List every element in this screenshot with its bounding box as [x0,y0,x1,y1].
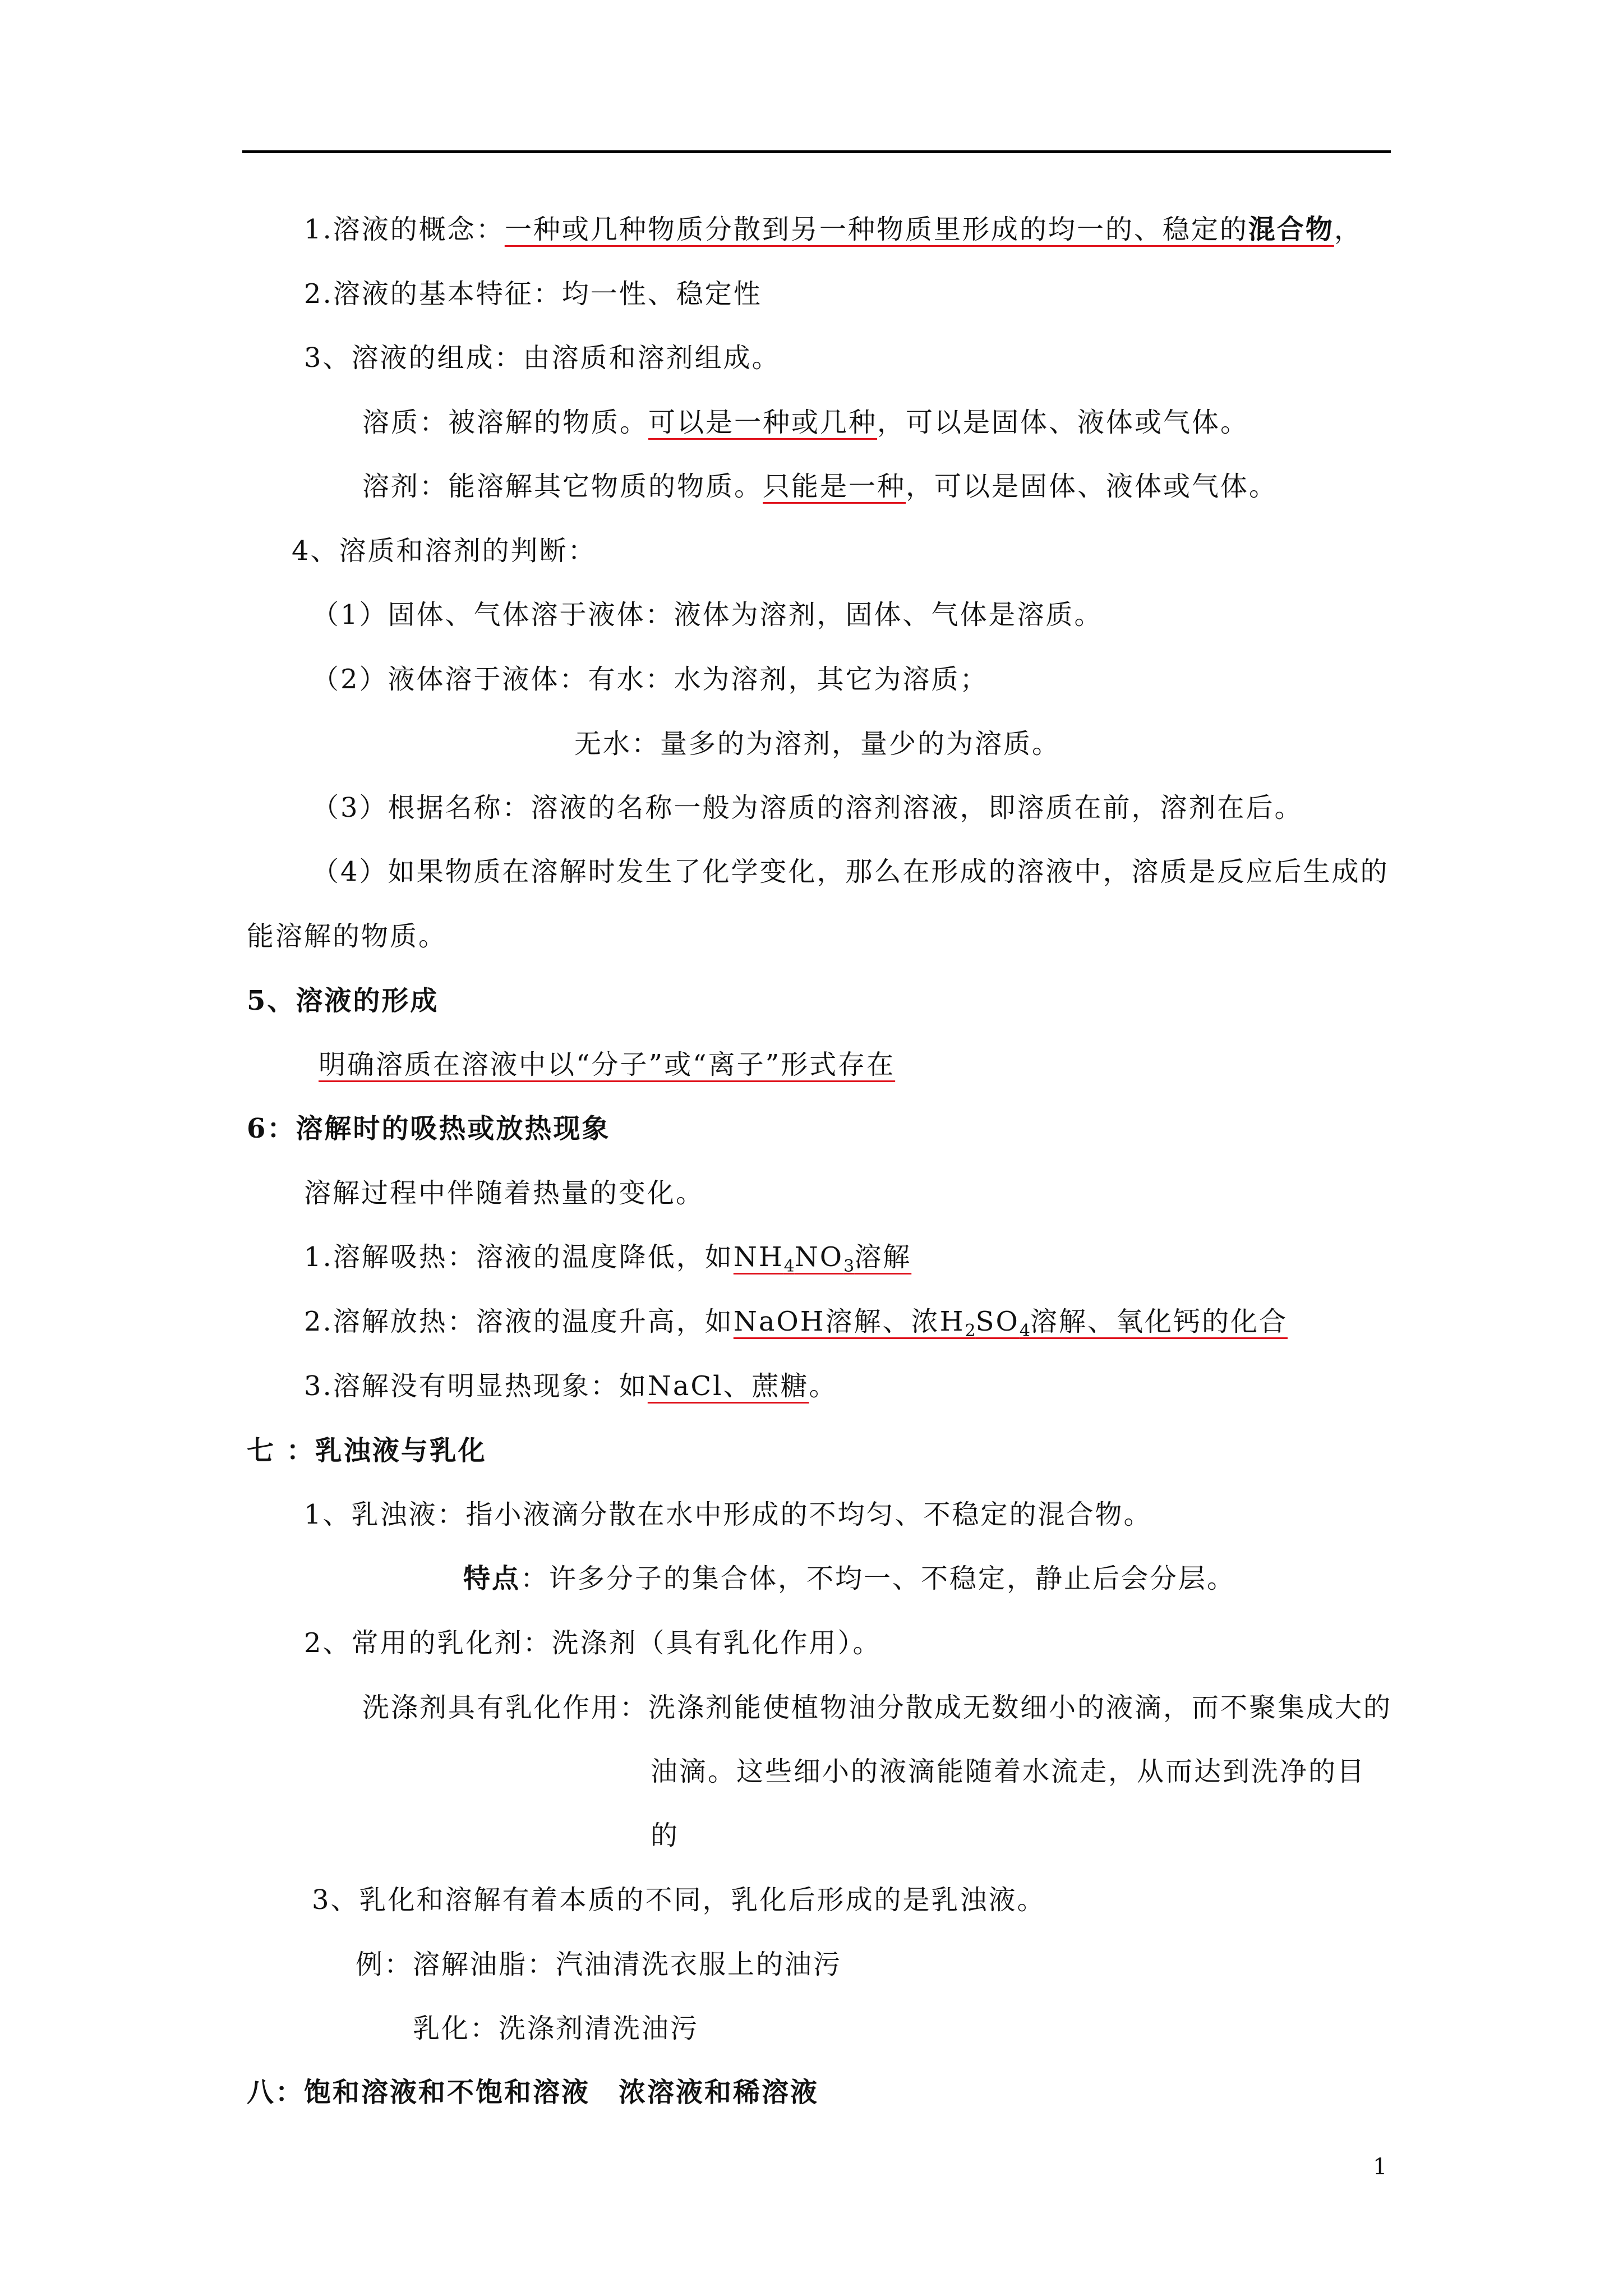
example-emulsify: 乳化：洗涤剂清洗油污 [413,2013,699,2044]
composition-line: 3、溶液的组成：由溶质和溶剂组成。 [304,342,781,374]
saturated-title: 八：饱和溶液和不饱和溶液 浓溶液和稀溶液 [247,2077,819,2108]
judgement-item-4b: 能溶解的物质。 [247,921,448,952]
example-dissolve: 例：溶解油脂：汽油清洗衣服上的油污 [356,1949,842,1980]
page-number: 1 [1373,2154,1387,2180]
heat-absorb-line: 1.溶解吸热：溶液的温度降低，如$NH_4NO_3$溶解 [304,1241,912,1276]
judgement-item-2: （2）液体溶于液体：有水：水为溶剂，其它为溶质； [312,664,989,695]
feature-label: 特点 [463,1563,521,1594]
header-rule [242,150,1391,153]
concept-line: 1.溶液的概念：一种或几种物质分散到另一种物质里形成的均一的、稳定的混合物， [304,214,1363,245]
judgement-item-3: （3）根据名称：溶液的名称一般为溶质的溶剂溶液，即溶质在前，溶剂在后。 [312,792,1303,823]
feature-line: 2.溶液的基本特征：均一性、稳定性 [304,278,762,310]
formation-title: 5、溶液的形成 [247,985,439,1016]
heat-none-line: 3.溶解没有明显热现象：如NaCl、蔗糖。 [304,1370,838,1402]
detergent-line-3: 的 [651,1820,680,1851]
emulsion-title: 七 ：乳浊液与乳化 [247,1435,487,1466]
emulsion-definition: 1、乳浊液：指小液滴分散在水中形成的不均匀、不稳定的混合物。 [304,1499,1152,1530]
heat-title: 6：溶解时的吸热或放热现象 [247,1113,611,1144]
emulsifier-line: 2、常用的乳化剂：洗涤剂（具有乳化作用）。 [304,1627,882,1659]
solute-line: 溶质：被溶解的物质。可以是一种或几种，可以是固体、液体或气体。 [362,407,1249,438]
solute-underline: 可以是一种或几种 [648,407,878,438]
heat-none-examples: NaCl、蔗糖 [647,1370,809,1402]
judgement-item-4: （4）如果物质在溶解时发生了化学变化，那么在形成的溶液中，溶质是反应后生成的 [312,856,1389,887]
emulsion-feature: 特点：许多分子的集合体，不均一、不稳定，静止后会分层。 [463,1563,1236,1594]
heat-intro: 溶解过程中伴随着热量的变化。 [304,1177,705,1209]
judgement-item-1: （1）固体、气体溶于液体：液体为溶剂，固体、气体是溶质。 [312,599,1103,631]
detergent-line-2: 油滴。这些细小的液滴能随着水流走，从而达到洗净的目 [651,1756,1366,1787]
judgement-title: 4、溶质和溶剂的判断： [292,535,597,567]
concept-definition: 一种或几种物质分散到另一种物质里形成的均一的、稳定的混合物 [504,214,1334,245]
solvent-line: 溶剂：能溶解其它物质的物质。只能是一种，可以是固体、液体或气体。 [362,471,1278,502]
detergent-line-1: 洗涤剂具有乳化作用：洗涤剂能使植物油分散成无数细小的液滴，而不聚集成大的 [362,1692,1393,1723]
formation-text: 明确溶质在溶液中以“分子”或“离子”形式存在 [319,1049,896,1080]
heat-release-line: 2.溶解放热：溶液的温度升高，如NaOH溶解、浓$H_2SO_4$溶解、氧化钙的化合 [304,1306,1288,1341]
judgement-item-2b: 无水：量多的为溶剂，量少的为溶质。 [574,728,1061,760]
ammonium-nitrate-formula: $NH_4NO_3$溶解 [733,1241,912,1276]
emulsify-vs-dissolve: 3、乳化和溶解有着本质的不同，乳化后形成的是乳浊液。 [312,1884,1046,1916]
concept-label: 1.溶液的概念： [304,214,505,245]
solvent-underline: 只能是一种 [763,471,906,502]
heat-release-examples: NaOH溶解、浓$H_2SO_4$溶解、氧化钙的化合 [733,1306,1288,1341]
